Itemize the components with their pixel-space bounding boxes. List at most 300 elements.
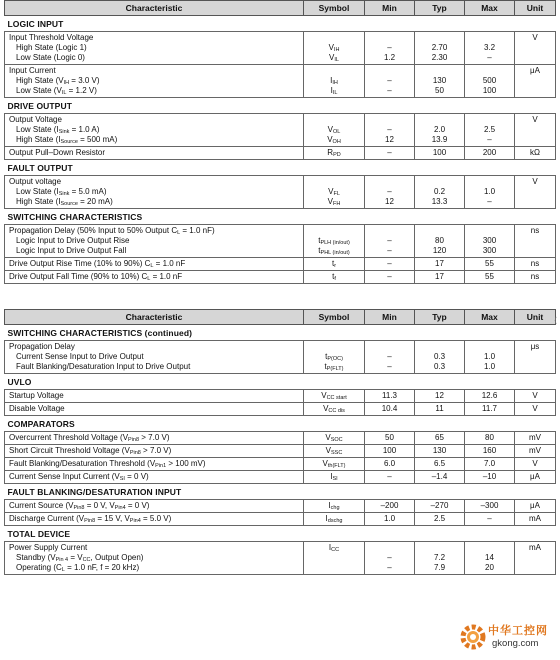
- typ-cell: [415, 271, 465, 284]
- min-value: 6.0: [383, 459, 396, 468]
- min-cell: [365, 271, 415, 284]
- min-value: 10.4: [381, 404, 398, 413]
- typ-cell: [415, 513, 465, 526]
- unit-cell: [515, 390, 556, 403]
- section-title: FAULT BLANKING/DESATURATION INPUT: [5, 484, 556, 500]
- header-max: Max: [465, 1, 515, 16]
- typ-value: 7.9: [433, 563, 446, 572]
- typ-value: 17: [435, 259, 444, 268]
- characteristic-cell: [5, 390, 304, 403]
- min-value: –: [387, 259, 392, 268]
- symbol-cell: [304, 114, 365, 147]
- parameter-row: [5, 258, 556, 271]
- max-value: 500: [482, 76, 497, 85]
- typ-value: 2.30: [431, 53, 448, 62]
- min-value: 12: [385, 135, 394, 144]
- max-value: 1.0: [483, 187, 496, 196]
- typ-value: 120: [432, 246, 447, 255]
- symbol-cell: [304, 403, 365, 416]
- max-value: 160: [482, 446, 497, 455]
- typ-cell: [415, 147, 465, 160]
- unit-value: mA: [529, 514, 541, 523]
- symbol-value: [308, 553, 360, 563]
- unit-value: kΩ: [530, 148, 540, 157]
- parameter-row: [5, 403, 556, 416]
- unit-value: ns: [530, 272, 540, 281]
- parameter-row: [5, 225, 556, 258]
- min-value: –: [387, 246, 392, 255]
- typ-value: 17: [435, 272, 444, 281]
- min-value: [369, 177, 410, 187]
- parameter-row: [5, 432, 556, 445]
- header-min: Min: [365, 1, 415, 16]
- unit-cell: [515, 500, 556, 513]
- characteristic-cell: [5, 445, 304, 458]
- min-value: 1.2: [383, 53, 396, 62]
- section-heading-row: [5, 160, 556, 176]
- parameter-row: [5, 458, 556, 471]
- characteristic-cell: [5, 542, 304, 575]
- characteristic-label: Discharge Current ($V_{Pin8} = 15$ V, $V_{Pin4} = 5.0$ V): [9, 514, 172, 524]
- min-value: 50: [385, 433, 394, 442]
- section-title: FAULT OUTPUT: [5, 160, 556, 176]
- section-heading-row: [5, 325, 556, 341]
- characteristic-label: Fault Blanking/Desaturation Threshold ($V_{Pin1} > 100$ mV): [9, 459, 206, 469]
- unit-cell: [515, 458, 556, 471]
- typ-value: [419, 177, 460, 187]
- parameter-row: [5, 513, 556, 526]
- section-heading-row: [5, 16, 556, 32]
- typ-cell: [415, 432, 465, 445]
- max-cell: [465, 341, 515, 374]
- max-cell: [465, 114, 515, 147]
- characteristic-label: Disable Voltage: [9, 404, 65, 413]
- characteristic-label: Current Source ($V_{Pin8} = 0$ V, $V_{Pin4} = 0$ V): [9, 501, 150, 511]
- gear-logo-icon: [458, 622, 488, 652]
- unit-value: V: [532, 404, 538, 413]
- max-value: [469, 342, 510, 352]
- parameter-row: [5, 271, 556, 284]
- characteristic-cell: [5, 471, 304, 484]
- min-value: –: [387, 553, 392, 562]
- symbol-value: $V_{IH}$: [328, 43, 340, 53]
- max-value: [469, 226, 510, 236]
- symbol-cell: [304, 258, 365, 271]
- characteristic-cell: [5, 114, 304, 147]
- unit-value: mA: [529, 543, 541, 552]
- typ-cell: [415, 471, 465, 484]
- unit-value: mV: [529, 446, 541, 455]
- min-value: –: [387, 125, 392, 134]
- typ-cell: [415, 458, 465, 471]
- section-title: DRIVE OUTPUT: [5, 98, 556, 114]
- max-value: –: [487, 135, 492, 144]
- unit-value: μs: [530, 342, 540, 351]
- min-value: –: [387, 43, 392, 52]
- symbol-cell: [304, 432, 365, 445]
- unit-value: μA: [530, 472, 540, 481]
- symbol-value: $I_{CC}$: [328, 543, 340, 553]
- unit-value: [519, 125, 551, 135]
- max-cell: [465, 432, 515, 445]
- characteristic-cell: [5, 32, 304, 65]
- header-min: Min: [365, 310, 415, 325]
- symbol-cell: [304, 500, 365, 513]
- max-cell: [465, 500, 515, 513]
- min-cell: [365, 32, 415, 65]
- min-value: –: [387, 76, 392, 85]
- unit-value: [519, 76, 551, 86]
- typ-cell: [415, 65, 465, 98]
- section-title: LOGIC INPUT: [5, 16, 556, 32]
- unit-cell: [515, 432, 556, 445]
- section-heading-row: [5, 526, 556, 542]
- characteristic-label: Overcurrent Threshold Voltage ($V_{Pin8} > 7.0$ V): [9, 433, 170, 443]
- min-cell: [365, 147, 415, 160]
- header-unit: Unit: [515, 1, 556, 16]
- characteristic-cell: [5, 513, 304, 526]
- symbol-value: [308, 66, 360, 76]
- header-typ: Typ: [415, 1, 465, 16]
- parameter-row: [5, 445, 556, 458]
- characteristic-label: Startup Voltage: [9, 391, 64, 400]
- parameter-row: [5, 65, 556, 98]
- typ-cell: [415, 542, 465, 575]
- symbol-value: $V_{CC start}$: [321, 391, 347, 401]
- section-title: SWITCHING CHARACTERISTICS: [5, 209, 556, 225]
- max-value: –: [487, 197, 492, 206]
- parameter-row: [5, 542, 556, 575]
- symbol-value: $R_{PD}$: [327, 148, 341, 158]
- max-cell: [465, 445, 515, 458]
- typ-value: 2.0: [433, 125, 446, 134]
- max-value: –300: [480, 501, 499, 510]
- characteristic-condition: Standby ($V_{Pin 4} = V_{CC}$, Output Open): [16, 553, 144, 563]
- max-value: 14: [485, 553, 494, 562]
- unit-value: ns: [530, 259, 540, 268]
- unit-cell: [515, 542, 556, 575]
- max-cell: [465, 513, 515, 526]
- characteristic-condition: Logic Input to Drive Output Fall: [16, 246, 127, 255]
- unit-cell: [515, 403, 556, 416]
- typ-value: 12: [435, 391, 444, 400]
- max-cell: [465, 225, 515, 258]
- typ-cell: [415, 445, 465, 458]
- min-value: [369, 115, 410, 125]
- unit-value: V: [532, 115, 538, 124]
- unit-value: [519, 53, 551, 63]
- characteristic-cell: [5, 341, 304, 374]
- unit-cell: [515, 32, 556, 65]
- symbol-value: $V_{SSC}$: [325, 446, 343, 456]
- symbol-value: [308, 115, 360, 125]
- characteristic-label: Short Circuit Threshold Voltage ($V_{Pin8} > 7.0$ V): [9, 446, 172, 456]
- datasheet-page: [4, 0, 558, 575]
- unit-value: mV: [529, 433, 541, 442]
- header-unit: Unit: [515, 310, 556, 325]
- min-value: –200: [380, 501, 399, 510]
- max-value: 12.6: [481, 391, 498, 400]
- unit-value: μA: [530, 501, 540, 510]
- characteristic-cell: [5, 65, 304, 98]
- characteristic-label: Propagation Delay: [9, 342, 75, 351]
- unit-value: [519, 236, 551, 246]
- min-cell: [365, 258, 415, 271]
- typ-cell: [415, 225, 465, 258]
- min-value: –: [387, 272, 392, 281]
- section-title: COMPARATORS: [5, 416, 556, 432]
- symbol-value: [308, 226, 360, 236]
- characteristic-cell: [5, 458, 304, 471]
- max-value: 7.0: [483, 459, 496, 468]
- min-value: –: [387, 362, 392, 371]
- parameter-row: [5, 500, 556, 513]
- unit-value: V: [532, 391, 538, 400]
- table-header-row: [5, 1, 556, 16]
- spec-table-2: [4, 309, 556, 575]
- max-value: [469, 33, 510, 43]
- max-cell: [465, 32, 515, 65]
- min-cell: [365, 390, 415, 403]
- typ-value: [419, 33, 460, 43]
- characteristic-condition: Operating ($C_L = 1.0$ nF, f = 20 kHz): [16, 563, 140, 573]
- characteristic-label: Input Threshold Voltage: [9, 33, 94, 42]
- parameter-row: [5, 176, 556, 209]
- parameter-row: [5, 114, 556, 147]
- unit-cell: [515, 147, 556, 160]
- section-heading-row: [5, 374, 556, 390]
- characteristic-label: Output voltage: [9, 177, 62, 186]
- max-value: 55: [485, 272, 494, 281]
- min-cell: [365, 341, 415, 374]
- min-cell: [365, 542, 415, 575]
- header-max: Max: [465, 310, 515, 325]
- typ-cell: [415, 258, 465, 271]
- unit-value: μA: [530, 66, 540, 75]
- max-value: 80: [485, 433, 494, 442]
- characteristic-label: Output Voltage: [9, 115, 62, 124]
- edge-mark: ⟨: [554, 316, 558, 325]
- min-value: 12: [385, 197, 394, 206]
- typ-value: 50: [435, 86, 444, 95]
- min-value: –: [387, 86, 392, 95]
- max-value: [469, 543, 510, 553]
- header-symbol: Symbol: [304, 1, 365, 16]
- parameter-row: [5, 147, 556, 160]
- min-value: [369, 543, 410, 553]
- symbol-cell: [304, 513, 365, 526]
- unit-value: [519, 563, 551, 573]
- typ-value: 100: [432, 148, 447, 157]
- max-cell: [465, 176, 515, 209]
- characteristic-condition: High State (Logic 1): [16, 43, 87, 52]
- symbol-value: $I_{chg}$: [328, 501, 340, 511]
- unit-value: [519, 187, 551, 197]
- watermark-cn: 中华工控网: [488, 624, 548, 637]
- min-cell: [365, 114, 415, 147]
- section-heading-row: [5, 416, 556, 432]
- symbol-value: $I_{IL}$: [330, 86, 338, 96]
- typ-value: [419, 115, 460, 125]
- max-value: 3.2: [483, 43, 496, 52]
- symbol-cell: [304, 341, 365, 374]
- symbol-value: [308, 177, 360, 187]
- min-cell: [365, 176, 415, 209]
- unit-value: [519, 246, 551, 256]
- watermark: [458, 620, 554, 654]
- max-value: –10: [482, 472, 497, 481]
- symbol-cell: [304, 225, 365, 258]
- unit-value: [519, 86, 551, 96]
- max-value: 2.5: [483, 125, 496, 134]
- min-cell: [365, 65, 415, 98]
- symbol-value: $t_r$: [331, 259, 337, 269]
- max-cell: [465, 471, 515, 484]
- characteristic-label: Power Supply Current: [9, 543, 88, 552]
- symbol-value: $V_{th(FLT)}$: [322, 459, 346, 469]
- header-symbol: Symbol: [304, 310, 365, 325]
- max-value: –: [487, 53, 492, 62]
- typ-value: [419, 226, 460, 236]
- min-value: [369, 342, 410, 352]
- characteristic-label: Drive Output Fall Time (90% to 10%) $C_L = 1.0$ nF: [9, 272, 183, 282]
- characteristic-cell: [5, 147, 304, 160]
- characteristic-label: Propagation Delay (50% Input to 50% Output $C_L = 1.0$ nF): [9, 226, 215, 236]
- parameter-row: [5, 341, 556, 374]
- max-value: 55: [485, 259, 494, 268]
- unit-cell: [515, 471, 556, 484]
- characteristic-cell: [5, 432, 304, 445]
- max-value: 300: [482, 246, 497, 255]
- symbol-value: $V_{SOC}$: [325, 433, 343, 443]
- characteristic-condition: Low State (Logic 0): [16, 53, 85, 62]
- typ-value: 13.3: [431, 197, 448, 206]
- spec-table-1: [4, 0, 556, 284]
- typ-cell: [415, 114, 465, 147]
- characteristic-condition: Fault Blanking/Desaturation Input to Drive Output: [16, 362, 191, 371]
- max-cell: [465, 458, 515, 471]
- symbol-cell: [304, 458, 365, 471]
- characteristic-label: Current Sense Input Current ($V_{SI} = 0$ V): [9, 472, 149, 482]
- unit-value: [519, 197, 551, 207]
- min-value: [369, 33, 410, 43]
- typ-value: [419, 342, 460, 352]
- characteristic-cell: [5, 258, 304, 271]
- unit-value: [519, 135, 551, 145]
- min-cell: [365, 513, 415, 526]
- symbol-value: $t_{P(OC)}$: [325, 352, 343, 362]
- min-cell: [365, 403, 415, 416]
- typ-value: [419, 66, 460, 76]
- typ-cell: [415, 390, 465, 403]
- characteristic-condition: Current Sense Input to Drive Output: [16, 352, 144, 361]
- symbol-value: $I_{dschg}$: [325, 514, 343, 524]
- typ-value: 65: [435, 433, 444, 442]
- parameter-row: [5, 471, 556, 484]
- min-value: [369, 66, 410, 76]
- symbol-value: [308, 563, 360, 573]
- symbol-value: $t_{PHL (in/out)}$: [318, 246, 350, 256]
- symbol-value: $V_{CC dis}$: [323, 404, 345, 414]
- parameter-row: [5, 390, 556, 403]
- symbol-value: $V_{IL}$: [329, 53, 339, 63]
- min-cell: [365, 500, 415, 513]
- typ-value: 13.9: [431, 135, 448, 144]
- typ-cell: [415, 500, 465, 513]
- typ-cell: [415, 403, 465, 416]
- unit-value: [519, 43, 551, 53]
- min-value: [369, 226, 410, 236]
- symbol-value: [308, 342, 360, 352]
- max-cell: [465, 390, 515, 403]
- unit-cell: [515, 271, 556, 284]
- characteristic-cell: [5, 403, 304, 416]
- symbol-cell: [304, 445, 365, 458]
- min-cell: [365, 471, 415, 484]
- max-cell: [465, 271, 515, 284]
- max-value: 1.0: [483, 352, 496, 361]
- characteristic-cell: [5, 500, 304, 513]
- max-value: 300: [482, 236, 497, 245]
- symbol-value: $t_f$: [332, 272, 336, 282]
- unit-cell: [515, 341, 556, 374]
- max-value: 200: [482, 148, 497, 157]
- symbol-value: $V_{FL}$: [328, 187, 340, 197]
- symbol-value: $I_{SI}$: [330, 472, 338, 482]
- min-value: –: [387, 187, 392, 196]
- typ-value: 2.70: [431, 43, 448, 52]
- characteristic-cell: [5, 176, 304, 209]
- min-value: 1.0: [383, 514, 396, 523]
- header-characteristic: Characteristic: [5, 310, 304, 325]
- max-value: 1.0: [483, 362, 496, 371]
- header-typ: Typ: [415, 310, 465, 325]
- unit-cell: [515, 445, 556, 458]
- max-value: [469, 177, 510, 187]
- symbol-value: $V_{OL}$: [327, 125, 341, 135]
- symbol-cell: [304, 271, 365, 284]
- max-value: 20: [485, 563, 494, 572]
- symbol-cell: [304, 542, 365, 575]
- max-cell: [465, 258, 515, 271]
- header-characteristic: Characteristic: [5, 1, 304, 16]
- unit-cell: [515, 225, 556, 258]
- symbol-value: [308, 33, 360, 43]
- section-title: UVLO: [5, 374, 556, 390]
- min-cell: [365, 445, 415, 458]
- typ-value: 0.2: [433, 187, 446, 196]
- max-cell: [465, 542, 515, 575]
- symbol-cell: [304, 65, 365, 98]
- unit-cell: [515, 65, 556, 98]
- characteristic-condition: High State ($I_{Source} = 20$ mA): [16, 197, 113, 207]
- typ-cell: [415, 176, 465, 209]
- unit-value: V: [532, 177, 538, 186]
- unit-value: [519, 362, 551, 372]
- min-value: –: [387, 148, 392, 157]
- typ-value: –270: [430, 501, 449, 510]
- symbol-value: $t_{P(FLT)}$: [324, 362, 344, 372]
- unit-cell: [515, 513, 556, 526]
- characteristic-condition: Low State ($V_{IL} = 1.2$ V): [16, 86, 97, 96]
- typ-cell: [415, 341, 465, 374]
- symbol-cell: [304, 176, 365, 209]
- max-cell: [465, 147, 515, 160]
- unit-value: [519, 352, 551, 362]
- table-header-row: [5, 310, 556, 325]
- typ-value: 0.3: [433, 362, 446, 371]
- min-value: 11.3: [382, 391, 397, 400]
